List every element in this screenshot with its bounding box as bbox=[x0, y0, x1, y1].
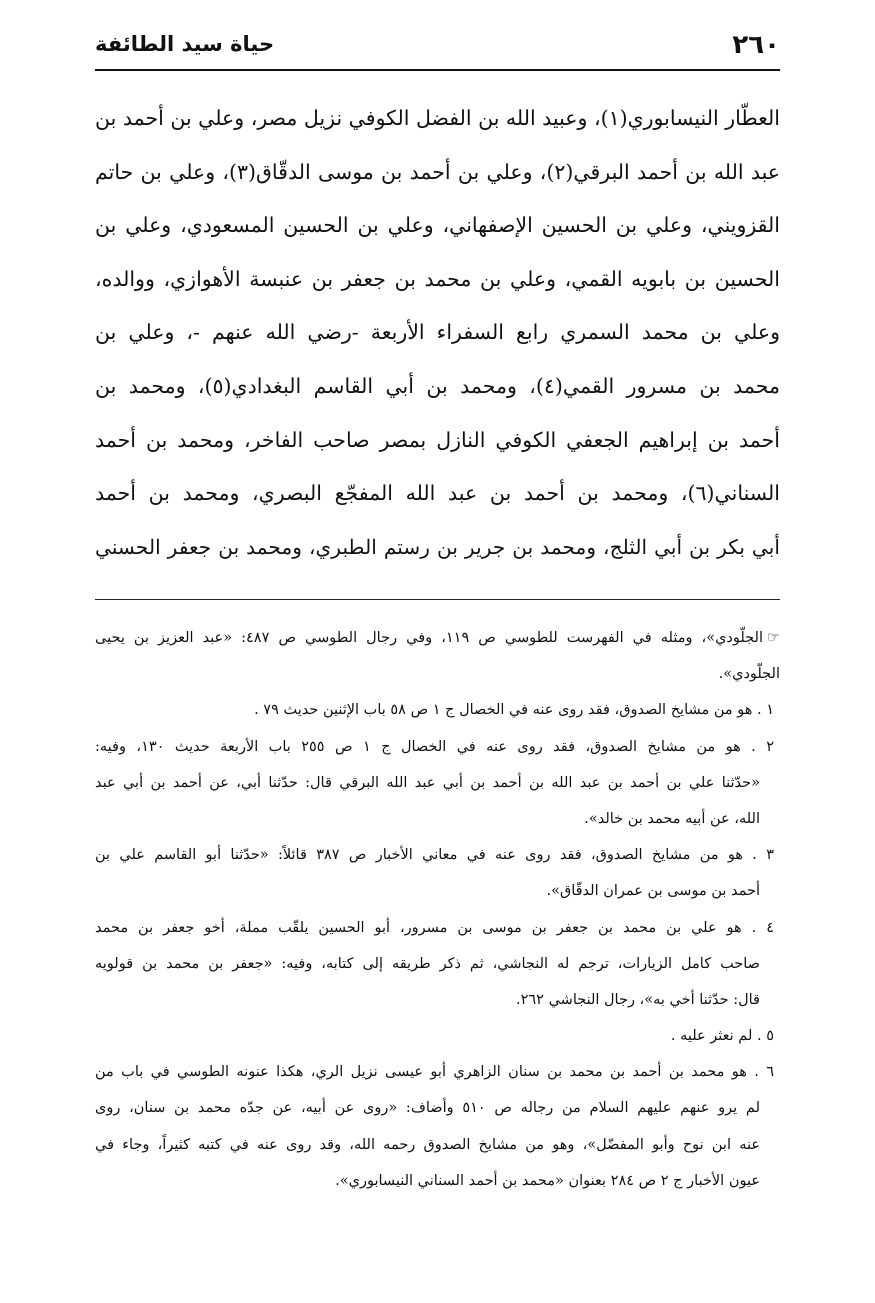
footnote-continuation-line bbox=[95, 620, 780, 656]
footnote-line: قال: حدّثنا أخي به»، رجال النجاشي ٢٦٢. bbox=[515, 991, 760, 1008]
main-line: السناني(٦)، ومحمد بن أحمد بن عبد الله المفجّع البصري، ومحمد بن أحمد bbox=[95, 481, 780, 506]
footnote-5: ٥ . لم نعثر عليه . bbox=[670, 1028, 774, 1045]
main-line: أبي بكر بن أبي الثلج، ومحمد بن جرير بن رستم الطبري، ومحمد بن جعفر الحسني bbox=[95, 534, 780, 559]
footnote-line: عنه ابن نوح وأبو المفضّل»، وهو من مشايخ الصدوق رحمه الله، وقد روى عنه في كتبه كثيراً، وجاء في bbox=[95, 1136, 760, 1153]
footnote-4: ٤ . هو علي بن محمد بن جعفر بن موسى بن مسرور، أبو الحسين يلقّب مملة، أخو جعفر بن محمد bbox=[95, 919, 774, 936]
main-line: الحسين بن بابويه القمي، وعلي بن محمد بن جعفر بن عنبسة الأهوازي، ووالده، bbox=[95, 266, 780, 291]
footnote-separator bbox=[95, 599, 780, 600]
footnote-line: صاحب كامل الزيارات، ترجم له النجاشي، ثم ذكر طريقه إلى كتابه، وفيه: «جعفر بن محمد بن قولويه bbox=[95, 955, 760, 972]
main-line: العطّار النيسابوري(١)، وعبيد الله بن الفضل الكوفي نزيل مصر، وعلي بن أحمد بن bbox=[95, 106, 780, 130]
footnote-line: عيون الأخبار ج ٢ ص ٢٨٤ بعنوان «محمد بن أحمد السناني النيسابوري». bbox=[335, 1172, 760, 1189]
footnote-text: الجلّودي»، ومثله في الفهرست للطوسي ص ١١٩، وفي رجال الطوسي ص ٤٨٧: «عبد العزيز بن يحيى bbox=[95, 630, 763, 646]
footnote-line: لم يرو عنهم عليهم السلام من رجاله ص ٥١٠ وأضاف: «روى عن أبيه، عن جدّه محمد بن سنان، روى bbox=[95, 1100, 760, 1117]
footnote-1: ١ . هو من مشايخ الصدوق، فقد روى عنه في الخصال ج ١ ص ٥٨ باب الإثنين حديث ٧٩ . bbox=[254, 702, 774, 719]
main-text bbox=[95, 92, 780, 574]
footnotes bbox=[95, 620, 780, 1199]
footnote-3: ٣ . هو من مشايخ الصدوق، فقد روى عنه في معاني الأخبار ص ٣٨٧ قائلاً: «حدّثنا أبو القاسم علي بن bbox=[95, 847, 774, 864]
main-line: أحمد بن إبراهيم الجعفي الكوفي النازل بمصر صاحب الفاخر، ومحمد بن أحمد bbox=[95, 427, 780, 452]
running-header bbox=[95, 30, 780, 68]
pointing-hand-icon: ☞ bbox=[766, 630, 780, 646]
main-line: وعلي بن محمد السمري رابع السفراء الأربعة -رضي الله عنهم -، وعلي بن bbox=[95, 320, 780, 345]
footnote-line: أحمد بن موسى بن عمران الدقّاق». bbox=[546, 883, 760, 900]
footnote-line: الله، عن أبيه محمد بن خالد». bbox=[584, 810, 760, 827]
running-title: حياة سيد الطائفة bbox=[95, 32, 275, 56]
page-number: ٢٦٠ bbox=[732, 30, 780, 60]
header-rule bbox=[95, 69, 780, 71]
main-line: محمد بن مسرور القمي(٤)، ومحمد بن أبي القاسم البغدادي(٥)، ومحمد بن bbox=[95, 373, 780, 398]
footnote-line: «حدّثنا علي بن أحمد بن عبد الله بن أحمد بن أبي عبد الله البرقي قال: حدّثنا أبي، عن أحمد بن أبي عبد bbox=[95, 774, 760, 791]
footnote-6: ٦ . هو محمد بن أحمد بن محمد بن سنان الزاهري أبو عيسى نزيل الري، هكذا عنونه الطوسي في باب من bbox=[95, 1064, 774, 1081]
main-line: عبد الله بن أحمد البرقي(٢)، وعلي بن أحمد بن موسى الدقّاق(٣)، وعلي بن حاتم bbox=[95, 159, 780, 184]
main-line: القزويني، وعلي بن الحسين الإصفهاني، وعلي بن الحسين المسعودي، وعلي بن bbox=[95, 213, 780, 238]
footnote-2: ٢ . هو من مشايخ الصدوق، فقد روى عنه في الخصال ج ١ ص ٢٥٥ باب الأربعة حديث ١٣٠، وفيه: bbox=[95, 738, 775, 755]
footnote-line: الجلّودي». bbox=[718, 666, 780, 683]
